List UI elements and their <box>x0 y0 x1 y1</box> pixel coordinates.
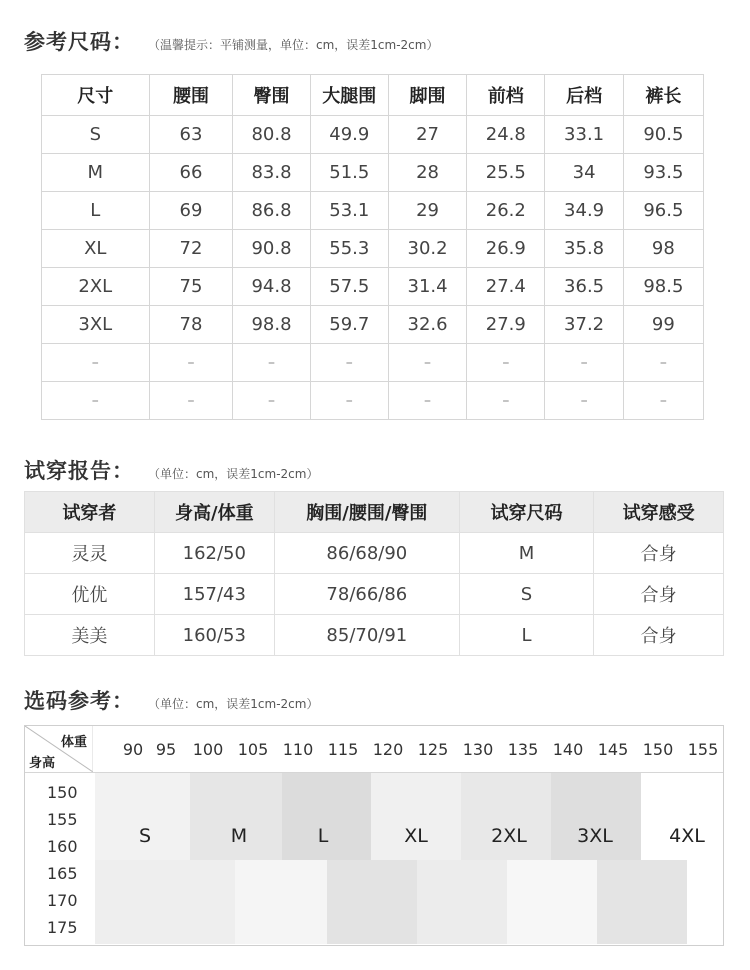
fitting-cell: 合身 <box>594 615 724 656</box>
size-ref-title: 参考尺码： <box>24 30 134 54</box>
size-zone <box>235 860 327 944</box>
measure-cell: 59.7 <box>310 306 388 344</box>
measure-cell: 66 <box>149 154 233 192</box>
fitting-cell: 162/50 <box>154 533 274 574</box>
measure-cell: – <box>545 344 623 382</box>
fitting-note: （单位：cm，误差1cm-2cm） <box>148 467 319 481</box>
measure-cell: 28 <box>388 154 466 192</box>
selection-title: 选码参考： <box>24 689 134 713</box>
col-header: 后档 <box>545 75 623 116</box>
weight-tick: 105 <box>237 740 269 759</box>
measure-cell: 83.8 <box>233 154 310 192</box>
measure-cell: 30.2 <box>388 230 466 268</box>
measure-cell: 94.8 <box>233 268 310 306</box>
measure-cell: 98.5 <box>623 268 703 306</box>
fitting-cell: 85/70/91 <box>274 615 459 656</box>
measure-cell: 31.4 <box>388 268 466 306</box>
size-selection-chart <box>24 725 724 946</box>
fitting-title: 试穿报告： <box>24 459 134 483</box>
weight-axis-label: 体重 <box>60 735 87 750</box>
weight-tick: 140 <box>552 740 584 759</box>
fitting-cell: L <box>459 615 594 656</box>
size-cell: M <box>42 154 150 192</box>
table-row <box>42 154 704 192</box>
measure-cell: 32.6 <box>388 306 466 344</box>
table-row <box>42 306 704 344</box>
table-header-row <box>25 492 724 533</box>
weight-tick: 150 <box>642 740 674 759</box>
size-cell: L <box>42 192 150 230</box>
measure-cell: – <box>545 382 623 420</box>
table-row <box>42 192 704 230</box>
height-tick: 160 <box>47 837 78 856</box>
size-cell: S <box>42 116 150 154</box>
col-header: 胸围/腰围/臀围 <box>274 492 459 533</box>
measure-cell: 26.2 <box>467 192 545 230</box>
weight-tick: 110 <box>282 740 314 759</box>
size-zone <box>190 860 235 944</box>
measure-cell: – <box>623 344 703 382</box>
measure-cell: – <box>310 344 388 382</box>
measure-cell: – <box>233 382 310 420</box>
measure-cell: 90.8 <box>233 230 310 268</box>
size-cell: – <box>42 382 150 420</box>
measure-cell: – <box>623 382 703 420</box>
size-reference-table <box>41 74 704 420</box>
measure-cell: 72 <box>149 230 233 268</box>
size-ref-heading <box>24 26 438 52</box>
measure-cell: 86.8 <box>233 192 310 230</box>
height-tick: 150 <box>47 783 78 802</box>
table-row <box>25 574 724 615</box>
measure-cell: – <box>388 344 466 382</box>
col-header: 前档 <box>467 75 545 116</box>
height-tick: 155 <box>47 810 78 829</box>
height-tick: 165 <box>47 864 78 883</box>
selection-note: （单位：cm，误差1cm-2cm） <box>148 697 319 711</box>
size-cell: 3XL <box>42 306 150 344</box>
size-zone-label: 3XL <box>577 825 613 847</box>
table-row <box>42 116 704 154</box>
table-row <box>42 344 704 382</box>
fitting-cell: 优优 <box>25 574 155 615</box>
measure-cell: 53.1 <box>310 192 388 230</box>
size-zone-label: S <box>138 825 152 847</box>
measure-cell: 57.5 <box>310 268 388 306</box>
col-header: 尺寸 <box>42 75 150 116</box>
measure-cell: 25.5 <box>467 154 545 192</box>
table-row <box>42 382 704 420</box>
measure-cell: 27.4 <box>467 268 545 306</box>
size-ref-note: （温馨提示：平铺测量，单位：cm，误差1cm-2cm） <box>148 38 439 52</box>
size-zone <box>327 860 417 944</box>
measure-cell: 34.9 <box>545 192 623 230</box>
measure-cell: – <box>233 344 310 382</box>
table-header-row <box>42 75 704 116</box>
measure-cell: 36.5 <box>545 268 623 306</box>
measure-cell: 75 <box>149 268 233 306</box>
weight-tick: 95 <box>155 740 177 759</box>
measure-cell: 27 <box>388 116 466 154</box>
fitting-cell: 157/43 <box>154 574 274 615</box>
measure-cell: 26.9 <box>467 230 545 268</box>
measure-cell: 80.8 <box>233 116 310 154</box>
measure-cell: 27.9 <box>467 306 545 344</box>
fitting-heading <box>24 455 318 481</box>
fitting-cell: 灵灵 <box>25 533 155 574</box>
size-zone-label: L <box>317 825 329 847</box>
weight-tick: 125 <box>417 740 449 759</box>
height-tick: 175 <box>47 918 78 937</box>
weight-tick: 115 <box>327 740 359 759</box>
measure-cell: 49.9 <box>310 116 388 154</box>
measure-cell: 51.5 <box>310 154 388 192</box>
fitting-cell: 合身 <box>594 533 724 574</box>
selection-heading <box>24 685 318 711</box>
col-header: 脚围 <box>388 75 466 116</box>
measure-cell: 90.5 <box>623 116 703 154</box>
table-row <box>42 268 704 306</box>
fitting-cell: M <box>459 533 594 574</box>
table-row <box>42 230 704 268</box>
measure-cell: 35.8 <box>545 230 623 268</box>
corner-cell <box>25 726 93 772</box>
height-tick: 170 <box>47 891 78 910</box>
size-zone <box>597 860 687 944</box>
measure-cell: – <box>388 382 466 420</box>
weight-tick: 135 <box>507 740 539 759</box>
fitting-cell: 合身 <box>594 574 724 615</box>
measure-cell: 93.5 <box>623 154 703 192</box>
size-zone <box>417 860 507 944</box>
measure-cell: 98 <box>623 230 703 268</box>
size-zone-label: XL <box>404 825 428 847</box>
col-header: 身高/体重 <box>154 492 274 533</box>
weight-tick: 120 <box>372 740 404 759</box>
measure-cell: – <box>149 382 233 420</box>
measure-cell: 37.2 <box>545 306 623 344</box>
col-header: 试穿者 <box>25 492 155 533</box>
col-header: 试穿尺码 <box>459 492 594 533</box>
weight-tick: 100 <box>192 740 224 759</box>
fitting-report-table <box>24 491 724 656</box>
table-row <box>25 533 724 574</box>
measure-cell: 34 <box>545 154 623 192</box>
size-zone-label: 2XL <box>491 825 527 847</box>
measure-cell: – <box>467 344 545 382</box>
measure-cell: 69 <box>149 192 233 230</box>
measure-cell: 96.5 <box>623 192 703 230</box>
fitting-cell: S <box>459 574 594 615</box>
weight-tick: 155 <box>687 740 719 759</box>
measure-cell: 55.3 <box>310 230 388 268</box>
measure-cell: 78 <box>149 306 233 344</box>
size-cell: 2XL <box>42 268 150 306</box>
weight-tick: 130 <box>462 740 494 759</box>
measure-cell: – <box>467 382 545 420</box>
measure-cell: – <box>310 382 388 420</box>
table-row <box>25 615 724 656</box>
col-header: 大腿围 <box>310 75 388 116</box>
col-header: 臀围 <box>233 75 310 116</box>
measure-cell: 33.1 <box>545 116 623 154</box>
measure-cell: – <box>149 344 233 382</box>
weight-tick: 145 <box>597 740 629 759</box>
fitting-cell: 86/68/90 <box>274 533 459 574</box>
col-header: 裤长 <box>623 75 703 116</box>
size-cell: – <box>42 344 150 382</box>
measure-cell: 29 <box>388 192 466 230</box>
size-cell: XL <box>42 230 150 268</box>
measure-cell: 99 <box>623 306 703 344</box>
size-zone-label: M <box>230 825 248 847</box>
size-zone-label: 4XL <box>669 825 705 847</box>
size-zone <box>507 860 597 944</box>
weight-tick: 90 <box>122 740 144 759</box>
height-axis-label: 身高 <box>29 756 56 771</box>
size-zone <box>95 860 190 944</box>
col-header: 腰围 <box>149 75 233 116</box>
measure-cell: 63 <box>149 116 233 154</box>
measure-cell: 24.8 <box>467 116 545 154</box>
measure-cell: 98.8 <box>233 306 310 344</box>
col-header: 试穿感受 <box>594 492 724 533</box>
fitting-cell: 160/53 <box>154 615 274 656</box>
fitting-cell: 美美 <box>25 615 155 656</box>
fitting-cell: 78/66/86 <box>274 574 459 615</box>
